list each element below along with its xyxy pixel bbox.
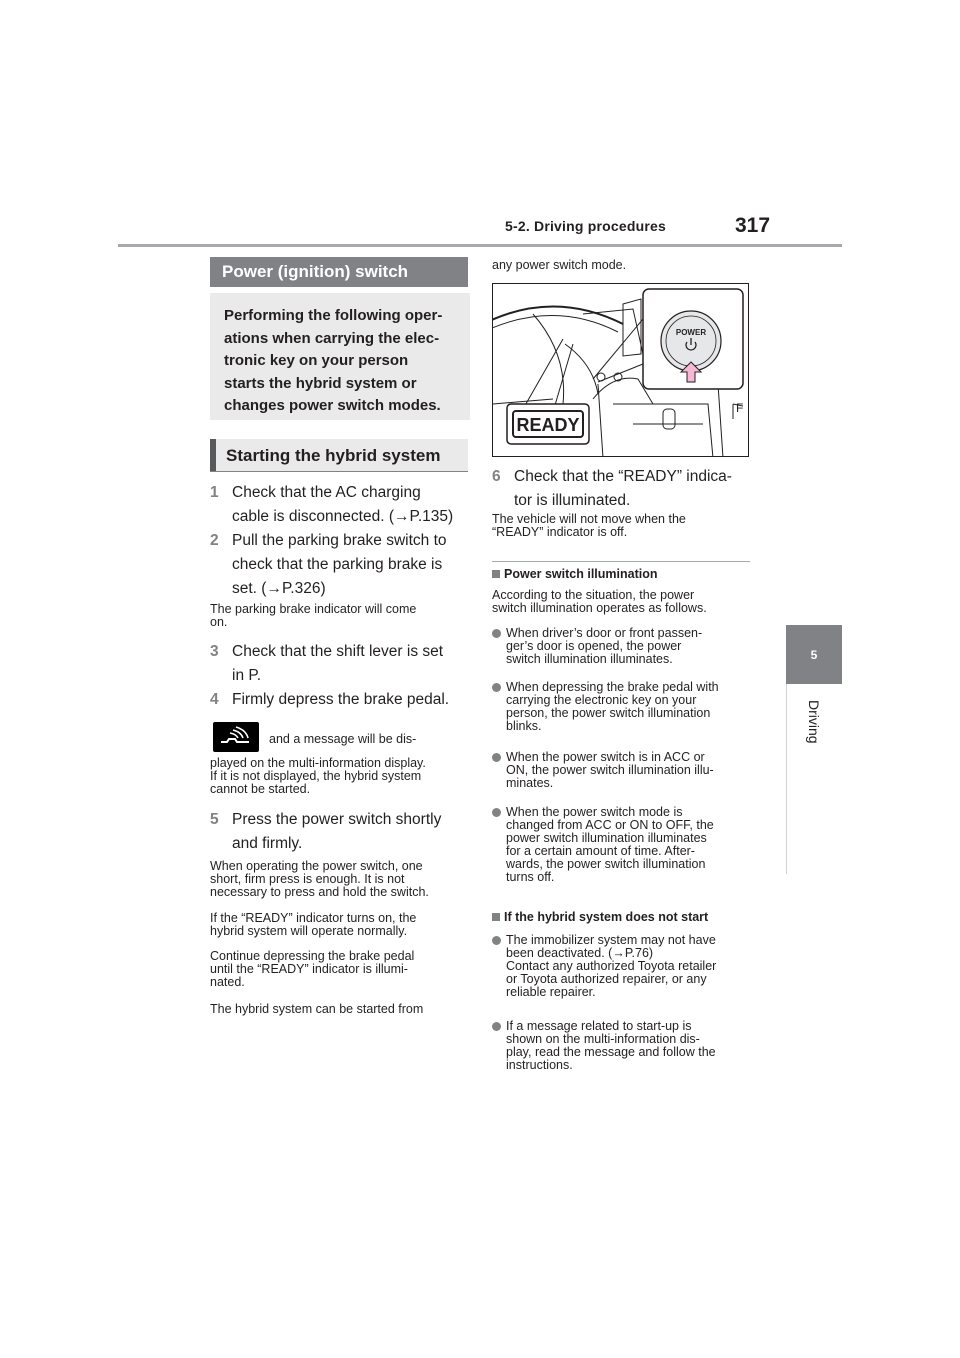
step-2: 2 Pull the parking brake switch to check that the parking brake is set. (→P.326) — [210, 532, 447, 597]
step-3: 3 Check that the shift lever is set in P. — [210, 643, 444, 684]
note-ready-on: If the “READY” indicator turns on, the hybrid system will operate normally. — [210, 911, 417, 938]
illumination-intro: According to the situation, the power switch illumination operates as follows. — [492, 588, 707, 615]
intro-box: Performing the following oper- ations when carrying the elec- tronic key on your person starts the hybrid system or changes power switch modes. — [210, 293, 470, 420]
step-5: 5 Press the power switch shortly and firmly. — [210, 811, 442, 852]
hybrid-system-indicator-icon — [213, 722, 259, 752]
separator — [492, 561, 750, 562]
note-press-once: When operating the power switch, one short, firm press is enough. It is not necessary to press and hold the switch. — [210, 859, 429, 899]
note-display-message: played on the multi-information display. If it is not displayed, the hybrid system cannot be started. — [210, 756, 426, 796]
heading-underline — [210, 471, 468, 472]
section-heading-starting: Starting the hybrid system — [210, 439, 468, 472]
subheading-not-start: If the hybrid system does not start — [492, 910, 708, 924]
ready-indicator-label: READY — [516, 415, 580, 435]
section-heading-power-switch: Power (ignition) switch — [210, 257, 468, 287]
bullet-brake-depressed: When depressing the brake pedal with carrying the electronic key on your person, the power switch illumination blinks. — [492, 681, 754, 735]
note-any-mode-cont: any power switch mode. — [492, 258, 627, 272]
page-number: 317 — [735, 214, 771, 237]
subheading-illumination: Power switch illumination — [492, 567, 658, 581]
chapter-tab-label: Driving — [806, 700, 822, 744]
figure-f-label: F — [736, 401, 744, 415]
bullet-immobilizer: The immobilizer system may not have been deactivated. (→P.76) Contact any authorized Toyota retailer or Toyota authorized repairer, or any reliable repairer. — [492, 934, 754, 1002]
bullet-startup-message: If a message related to start-up is shown on the multi-information dis- play, read the message and follow the instructions. — [492, 1020, 754, 1074]
dashboard-illustration — [492, 283, 749, 457]
bullet-door-opened: When driver’s door or front passen- ger’s door is opened, the power switch illumination illuminates. — [492, 627, 754, 667]
step-1: 1 Check that the AC charging cable is disconnected. (→P.135) — [210, 484, 454, 525]
icon-caption: and a message will be dis- — [269, 732, 417, 746]
header-rule — [118, 244, 842, 247]
chapter-tab-number: 5 — [786, 625, 842, 684]
power-button-label: POWER — [675, 328, 707, 337]
step-4: 4 Firmly depress the brake pedal. — [210, 691, 450, 708]
step-6: 6 Check that the “READY” indica- tor is illuminated. — [492, 468, 732, 509]
note-parking-brake: The parking brake indicator will come on. — [210, 602, 417, 629]
bullet-mode-to-off: When the power switch mode is changed from ACC or ON to OFF, the power switch illumination illuminates for a certain amount of time. After- wards, the power switch illumination turns off. — [492, 806, 754, 886]
section-title: 5-2. Driving procedures — [505, 218, 666, 234]
note-vehicle-wont-move: The vehicle will not move when the “READY” indicator is off. — [492, 512, 686, 539]
note-any-mode: The hybrid system can be started from — [210, 1002, 424, 1016]
note-continue-brake: Continue depressing the brake pedal until the “READY” indicator is illumi- nated. — [210, 949, 415, 989]
bullet-acc-on: When the power switch is in ACC or ON, the power switch illumination illu- minates. — [492, 751, 754, 791]
